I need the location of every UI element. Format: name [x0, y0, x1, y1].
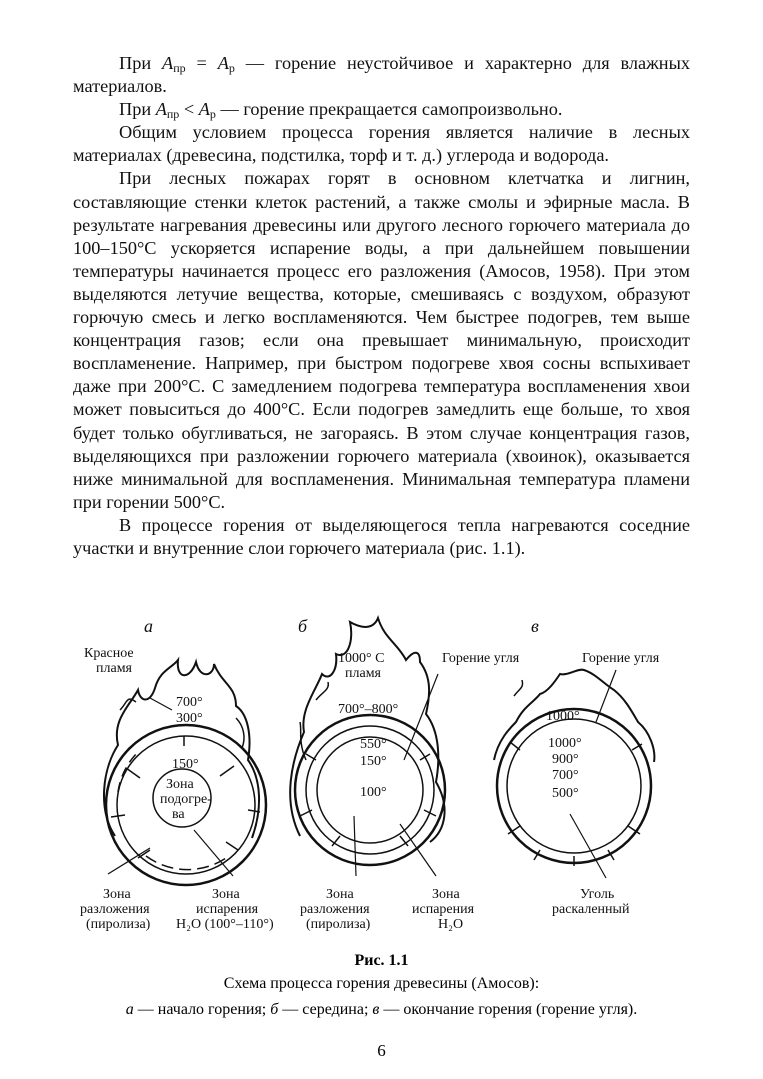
a-decomp-3: (пиролиза): [86, 917, 151, 932]
paragraph-1: При $A_{пр} = A_р$ — горение неустойчивое и характерно для влажных материалов.: [73, 53, 690, 97]
a-evap-1: Зона: [212, 887, 240, 902]
c-temp-1000-outer: 1000°: [546, 709, 580, 724]
b-evap-1: Зона: [432, 887, 460, 902]
a-evap-2: испарения: [196, 902, 259, 917]
combustion-diagram: [0, 610, 763, 950]
a-decomp-2: разложения: [80, 902, 150, 917]
b-flame-label: пламя: [345, 666, 381, 681]
page-body: [73, 52, 690, 560]
paragraph-4: При лесных пожарах горят в основном клетчатка и лигнин, составляющие стенки клеток растений, а также смолы и эфирные масла. В результате нагревания древесины или другого лесного горючего материала до 100–150°С ускоряется испарение воды, а при дальнейшем повышении температуры начинается процесс его разложения (Амосов, 1958). При этом выделяются летучие вещества, которые, смешиваясь с воздухом, образуют горючую смесь и легко воспламеняются. Чем быстрее подогрев, тем выше концентрация газов; если она превышает минимальную, происходит воспламенение. Например, при быстром подогреве хвоя сосны вспыхивает даже при 200°С. С замедлением подогрева температура воспламенения хвои может повыситься до 400°С. Если подогрев замедлить еще больше, то хвоя будет только обугливаться, не загораясь. В этом случае концентрация газов, выделяющихся при разложении горючего материала (хвоинок), оказывается ниже минимальной для воспламенения. Минимальная температура пламени при горении 500°С.: [73, 168, 690, 512]
c-temp-1000: 1000°: [548, 736, 582, 751]
page-number: 6: [377, 1041, 386, 1060]
b-temp-550: 550°: [360, 737, 387, 752]
b-decomp-1: Зона: [326, 887, 354, 902]
a-evap-3: H₂O (100°–110°): [176, 917, 274, 932]
label-b: б: [298, 616, 308, 636]
b-temp-150: 150°: [360, 754, 387, 769]
temp-300-a: 300°: [176, 711, 203, 726]
figure-1-1: [0, 610, 763, 950]
zone-heating-2: подогре-: [160, 792, 212, 807]
b-temp-100: 100°: [360, 785, 387, 800]
c-temp-700: 700°: [552, 768, 579, 783]
paragraph-3: Общим условием процесса горения является наличие в лесных материалах (древесина, подстилка, торф и т. д.) углерода и водорода.: [73, 122, 690, 166]
zone-heating-1: Зона: [166, 777, 194, 792]
figure-caption-title: Рис. 1.1: [354, 952, 409, 969]
paragraph-5: В процессе горения от выделяющегося тепла нагреваются соседние участки и внутренние слои горючего материала (рис. 1.1).: [73, 514, 690, 558]
b-temp-700-800: 700°–800°: [338, 702, 399, 717]
b-decomp-3: (пиролиза): [306, 917, 371, 932]
red-flame-label-1: Красное: [84, 646, 134, 661]
paragraph-2: При $A_{пр} < A_р$ — горение прекращается самопроизвольно.: [119, 99, 563, 122]
temp-150-a: 150°: [172, 757, 199, 772]
figure-caption-text: Схема процесса горения древесины (Амосов):: [223, 975, 540, 992]
b-coal-label: Горение угля: [442, 651, 520, 666]
c-coal-1: Уголь: [580, 887, 615, 902]
b-flame-temp: 1000° С: [338, 651, 385, 666]
a-decomp-1: Зона: [103, 887, 131, 902]
b-evap-3: H₂O: [438, 917, 464, 932]
c-temp-500: 500°: [552, 786, 579, 801]
label-a: а: [144, 616, 153, 636]
figure-caption-legend: а — начало горения; б — середина; в — окончание горения (горение угля).: [125, 1001, 638, 1018]
b-evap-2: испарения: [412, 902, 475, 917]
label-c: в: [531, 616, 539, 636]
red-flame-label-2: пламя: [96, 661, 132, 676]
zone-heating-3: ва: [172, 807, 185, 822]
c-coal-label: Горение угля: [582, 651, 660, 666]
b-decomp-2: разложения: [300, 902, 370, 917]
c-coal-2: раскаленный: [552, 902, 630, 917]
temp-700-a: 700°: [176, 695, 203, 710]
c-temp-900: 900°: [552, 752, 579, 767]
